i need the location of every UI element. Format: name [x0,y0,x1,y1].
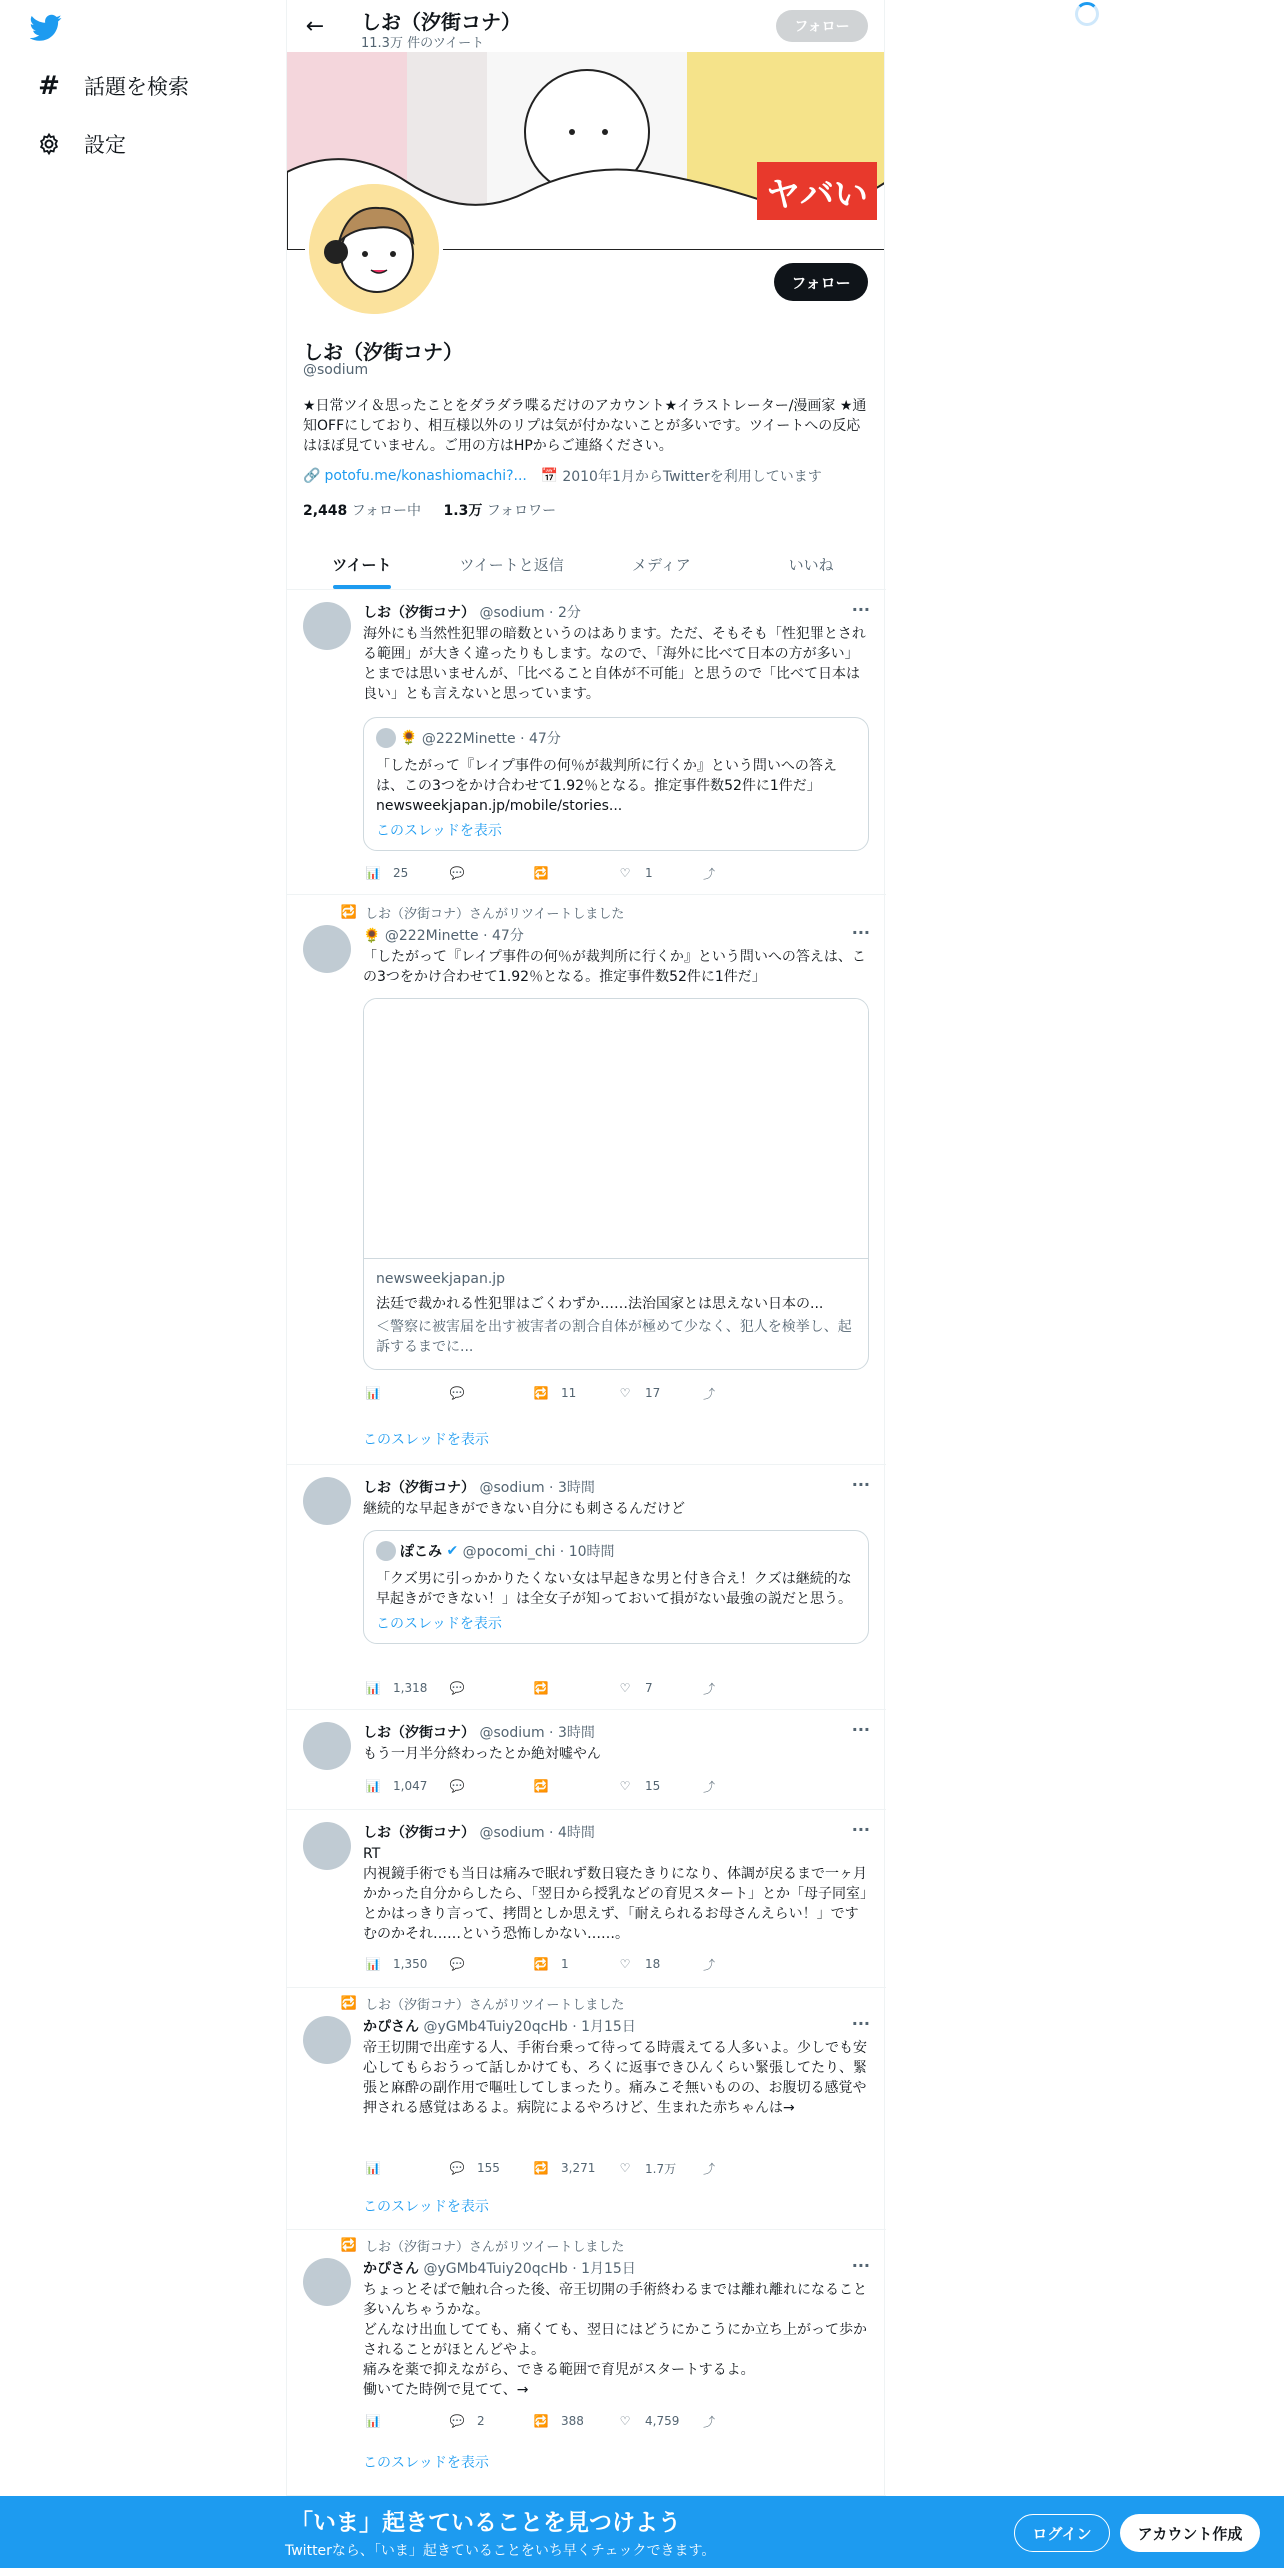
retweet-button[interactable] [531,2412,615,2430]
more-icon[interactable]: ··· [851,2256,870,2275]
tweet-author-handle[interactable]: @sodium · 3時間 [479,1725,595,1741]
tweet-author-name[interactable]: かぴさん [363,2261,419,2277]
show-thread-link[interactable]: このスレッドを表示 [376,823,502,839]
avatar[interactable] [303,2258,351,2306]
quote-text: 「したがって『レイプ事件の何％が裁判所に行くか』という問いへの答えは、この3つをかけ合わせて1.92％となる。推定事件数52件に1件だ」 newsweekjapan.jp/mobile/stories... [376,758,837,814]
like-count: 4,759 [645,2414,680,2428]
retweet-label-text[interactable]: しお（汐街コナ）さんがリツイートしました [365,1998,625,2013]
reply-icon: 💬 [449,866,465,880]
avatar[interactable] [303,602,351,650]
avatar [376,728,396,748]
retweet-icon: 🔁 [533,1779,549,1793]
tweet[interactable] [287,2230,886,2496]
show-thread-link[interactable]: このスレッドを表示 [363,2199,489,2215]
reply-button[interactable] [447,2412,531,2430]
analytics-icon: 📊 [365,1681,381,1695]
signup-banner-title: 「いま」起きていることを見つけよう [290,2510,681,2536]
profile-meta [303,466,822,486]
tab-media[interactable]: メディア [631,556,691,574]
tweet-author-handle[interactable]: @sodium · 2分 [479,605,581,621]
views-button[interactable] [363,1679,447,1697]
reply-icon: 💬 [449,2161,465,2175]
retweet-icon: 🔁 [533,1681,549,1695]
card-description: ＜警察に被害届を出す被害者の割合自体が極めて少なく、犯人を検挙し、起訴するまでに... [376,1319,852,1355]
profile-bio: ★日常ツイ＆思ったことをダラダラ喋るだけのアカウント★イラストレーター/漫画家 ★通知OFFにしており、相互様以外のリプは気が付かないことが多いです。ツイートへの反応はほぼ見ていません。ご用の方はHPからご連絡ください。 [303,398,867,454]
analytics-icon: 📊 [365,2414,381,2428]
tweet-author-name[interactable]: しお（汐街コナ） [363,1825,475,1841]
retweet-label [337,2236,624,2255]
tweet-text: ちょっとそばで触れ合った後、帝王切開の手術終わるまでは離れ離れになること多いんちゃうかな。 どんなけ出血してても、痛くても、翌日にはどうにかこうにか立ち上がって歩かされることがほとんどやよ。 痛みを薬で抑えながら、できる範囲で育児がスタートするよ。 働いてた時例で見てて、→ [363,2282,867,2398]
heart-icon: ♡ [619,1779,631,1793]
profile-joined: 2010年1月からTwitterを利用しています [562,469,822,485]
retweet-count: 3,271 [561,2161,596,2175]
retweet-icon: 🔁 [533,1386,549,1400]
reply-button[interactable] [447,1777,531,1795]
analytics-icon: 📊 [365,1779,381,1793]
share-icon: ⤴ [702,866,715,881]
more-icon[interactable]: ··· [851,1475,870,1494]
retweet-icon: 🔁 [533,1957,549,1971]
like-button[interactable] [615,1955,699,1973]
tweet-text: 海外にも当然性犯罪の暗数というのはあります。ただ、そもそも「性犯罪とされる範囲」が大きく違ったりもします。なので、「海外に比べて日本の方が多い」とまでは思いませんが、「比べること自体が不可能」と思うので「比べて日本は良い」とも言えないと思っています。 [363,626,866,702]
retweet-button[interactable] [531,1384,615,1402]
signup-button[interactable]: アカウント作成 [1120,2514,1260,2552]
tweet[interactable] [287,1710,886,1810]
views-button[interactable] [363,1384,447,1402]
tweet[interactable] [287,1465,886,1710]
tweet-author-handle[interactable]: @sodium · 3時間 [479,1480,595,1496]
tweet-author-name[interactable]: しお（汐街コナ） [363,1725,475,1741]
share-icon: ⤴ [702,1386,715,1401]
like-count: 17 [645,1386,661,1400]
quoted-tweet[interactable] [363,717,869,851]
retweet-button[interactable] [531,1955,615,1973]
main-column [286,0,885,2568]
tweet-header [363,2016,636,2036]
card-title: 法廷で裁かれる性犯罪はごくわずか……法治国家とは思えない日本の... [376,1296,824,1312]
share-icon: ⤴ [702,1779,715,1794]
like-button[interactable] [615,1679,699,1697]
banner-book-title: ヤバい [757,162,877,220]
tab-tweets-replies[interactable]: ツイートと返信 [459,556,564,574]
reply-button[interactable] [447,1955,531,1973]
reply-button[interactable] [447,864,531,882]
heart-icon: ♡ [619,1681,631,1695]
views-button[interactable] [363,1955,447,1973]
reply-count: 2 [477,2414,485,2428]
views-button[interactable] [363,1777,447,1795]
loading-spinner-icon [1075,2,1099,26]
followers-label: フォロワー [486,503,557,519]
reply-icon: 💬 [449,1957,465,1971]
tweet[interactable] [287,590,886,895]
views-button[interactable] [363,864,447,882]
share-button[interactable] [699,2412,783,2430]
analytics-icon: 📊 [365,866,381,880]
retweet-label [337,903,624,922]
show-thread-link[interactable]: このスレッドを表示 [363,1432,489,1448]
share-button[interactable] [699,864,783,882]
nav-settings-label: 設定 [84,133,126,157]
retweet-count: 11 [561,1386,577,1400]
tweet-actions [363,1679,783,1697]
share-button[interactable] [699,1955,783,1973]
tweet-header [363,1477,595,1497]
retweet-icon: 🔁 [533,2161,549,2175]
profile-link[interactable]: potofu.me/konashiomachi?... [324,468,527,484]
twitter-logo-icon[interactable] [30,14,66,44]
retweet-icon: 🔁 [533,866,549,880]
like-button[interactable] [615,1777,699,1795]
analytics-icon: 📊 [365,1957,381,1971]
tweet[interactable] [287,895,886,1465]
tweet-actions [363,1777,783,1795]
following-count: 2,448 [303,503,348,519]
tweet-header [363,1822,595,1842]
retweet-icon: 🔁 [533,2414,549,2428]
like-count: 1 [645,866,653,880]
quote-author-name: 🌻 [400,730,418,746]
following-link[interactable] [303,503,421,519]
retweet-icon: 🔁 [340,2238,357,2253]
like-button[interactable] [615,2412,699,2430]
reply-button[interactable] [447,2159,531,2177]
card-image [364,999,868,1259]
header-follow-button[interactable]: フォロー [776,10,868,42]
quote-text: 「クズ男に引っかかりたくない女は早起きな男と付き合え！クズは継続的な早起きができない！」は全女子が知っておいて損がない最強の説だと思う。 [376,1571,852,1607]
share-button[interactable] [699,1384,783,1402]
retweet-button[interactable] [531,864,615,882]
tab-likes[interactable]: いいね [788,556,834,574]
share-button[interactable] [699,2159,783,2177]
tweet-actions [363,2412,783,2430]
retweet-label [337,1994,624,2013]
retweet-label-text[interactable]: しお（汐街コナ）さんがリツイートしました [365,2240,625,2255]
card-domain: newsweekjapan.jp [376,1271,506,1287]
more-icon[interactable]: ··· [851,1720,870,1739]
avatar[interactable] [303,2016,351,2064]
views-button[interactable] [363,2159,447,2177]
heart-icon: ♡ [619,1386,631,1400]
tweet-actions [363,1384,783,1402]
tweet-actions [363,2159,783,2177]
views-count: 1,047 [393,1779,428,1793]
profile-avatar[interactable] [305,180,443,318]
heart-icon: ♡ [619,1957,631,1971]
reply-icon: 💬 [449,1386,465,1400]
tweet-text: 継続的な早起きができない自分にも刺さるんだけど [363,1501,685,1517]
like-button[interactable] [615,864,699,882]
tweet-header [363,1722,595,1742]
views-count: 1,350 [393,1957,428,1971]
tweet-author-handle[interactable]: @yGMb4Tuiy20qcHb · 1月15日 [423,2261,636,2277]
signup-banner [0,2496,1284,2568]
tweet[interactable] [287,1810,886,1988]
avatar[interactable] [303,1722,351,1770]
like-button[interactable] [615,2159,699,2177]
retweet-button[interactable] [531,2159,615,2177]
retweet-label-text[interactable]: しお（汐街コナ）さんがリツイートしました [365,907,625,922]
like-count: 7 [645,1681,653,1695]
more-icon[interactable]: ··· [851,1820,870,1839]
tweet-text: もう一月半分終わったとか絶対嘘やん [363,1746,601,1762]
hashtag-icon: # [38,71,60,101]
share-button[interactable] [699,1679,783,1697]
reply-button[interactable] [447,1384,531,1402]
link-card[interactable] [363,998,869,1370]
quote-author-handle: @222Minette · 47分 [421,731,561,747]
profile-tabs [287,540,886,590]
back-arrow-icon[interactable]: ← [305,13,325,39]
tweet-header [363,2258,636,2278]
share-icon: ⤴ [702,1681,715,1696]
retweet-count: 1 [561,1957,569,1971]
profile-follow-button[interactable]: フォロー [774,263,868,301]
header-name: しお（汐街コナ） [361,10,521,34]
followers-count: 1.3万 [443,503,483,519]
heart-icon: ♡ [619,2161,631,2175]
tweet-actions [363,1955,783,1973]
reply-count: 155 [477,2161,500,2175]
avatar[interactable] [303,1477,351,1525]
tweet-text: 帝王切開で出産する人、手術台乗って待ってる時震えてる人多いよ。少しでも安心してもらおうって話しかけても、ろくに返事できひんくらい緊張してたり、緊張と麻酔の副作用で嘔吐してしまったり。痛みこそ無いものの、お腹切る感覚や押される感覚はあるよ。病院によるやろけど、生まれた赤ちゃんは→ [363,2040,867,2116]
share-icon: ⤴ [702,2161,715,2176]
nav-explore[interactable] [34,66,189,106]
profile-header-bar [287,0,884,52]
quoted-tweet[interactable] [363,1530,869,1644]
login-button[interactable]: ログイン [1014,2514,1110,2552]
nav-explore-label: 話題を検索 [84,75,189,99]
more-icon[interactable]: ··· [851,2014,870,2033]
tweet[interactable] [287,1988,886,2230]
tweet-author-handle[interactable]: @sodium · 4時間 [479,1825,595,1841]
views-count: 25 [393,866,409,880]
tweet-author-name[interactable]: しお（汐街コナ） [363,1480,475,1496]
tweet-header [363,925,524,945]
retweet-icon: 🔁 [340,1996,357,2011]
profile-handle: @sodium [303,362,369,378]
retweet-button[interactable] [531,1777,615,1795]
views-button[interactable] [363,2412,447,2430]
tab-tweets[interactable]: ツイート [287,540,437,589]
tweet-actions [363,864,783,882]
reply-button[interactable] [447,1679,531,1697]
share-button[interactable] [699,1777,783,1795]
show-thread-link[interactable]: このスレッドを表示 [363,2455,489,2471]
tweet-text: 「したがって『レイプ事件の何％が裁判所に行くか』という問いへの答えは、この3つをかけ合わせて1.92％となる。推定事件数52件に1件だ」 [363,949,866,985]
tweet-author-handle[interactable]: @222Minette · 47分 [384,928,524,944]
retweet-button[interactable] [531,1679,615,1697]
tweet-author-name[interactable]: かぴさん [363,2019,419,2035]
more-icon[interactable]: ··· [851,923,870,942]
reply-icon: 💬 [449,2414,465,2428]
tweet-author-name[interactable]: しお（汐街コナ） [363,605,475,621]
analytics-icon: 📊 [365,1386,381,1400]
signup-banner-subtitle: Twitterなら、「いま」起きていることをいち早くチェックできます。 [285,2543,716,2559]
header-tweet-count: 11.3万 件のツイート [361,36,485,51]
retweet-count: 388 [561,2414,584,2428]
tweet-text: RT 内視鏡手術でも当日は痛みで眠れず数日寝たきりになり、体調が戻るまで一ヶ月かかった自分からしたら、「翌日から授乳などの育児スタート」とか「母子同室」とかはっきり言って、拷問としか思えず、「耐えられるお母さんえらい！」ですむのかそれ……という恐怖しかない……。 [363,1846,867,1942]
verified-badge-icon: ✔ [446,1543,459,1559]
profile-stats [303,500,556,520]
like-button[interactable] [615,1384,699,1402]
show-thread-link[interactable]: このスレッドを表示 [376,1616,502,1632]
avatar[interactable] [303,925,351,973]
quote-author-handle: @pocomi_chi · 10時間 [462,1544,615,1560]
share-icon: ⤴ [702,2414,715,2429]
tweet-author-name[interactable]: 🌻 [363,928,381,944]
analytics-icon: 📊 [365,2161,381,2175]
share-icon: ⤴ [702,1957,715,1972]
retweet-icon: 🔁 [340,905,357,920]
heart-icon: ♡ [619,866,631,880]
quote-author-name: ぽこみ [400,1544,442,1560]
link-icon: 🔗 [303,468,321,484]
like-count: 18 [645,1957,661,1971]
nav-settings[interactable] [34,124,126,164]
calendar-icon: 📅 [540,468,559,484]
more-icon[interactable]: ··· [851,600,870,619]
followers-link[interactable] [444,503,557,519]
gear-icon [34,129,64,159]
reply-icon: 💬 [449,1779,465,1793]
following-label: フォロー中 [351,503,422,519]
like-count: 15 [645,1779,661,1793]
avatar[interactable] [303,1822,351,1870]
views-count: 1,318 [393,1681,428,1695]
tweet-header [363,602,581,622]
profile-name: しお（汐街コナ） [303,340,463,364]
reply-icon: 💬 [449,1681,465,1695]
like-count: 1.7万 [645,2161,677,2176]
heart-icon: ♡ [619,2414,631,2428]
tweet-author-handle[interactable]: @yGMb4Tuiy20qcHb · 1月15日 [423,2019,636,2035]
avatar [376,1541,396,1561]
